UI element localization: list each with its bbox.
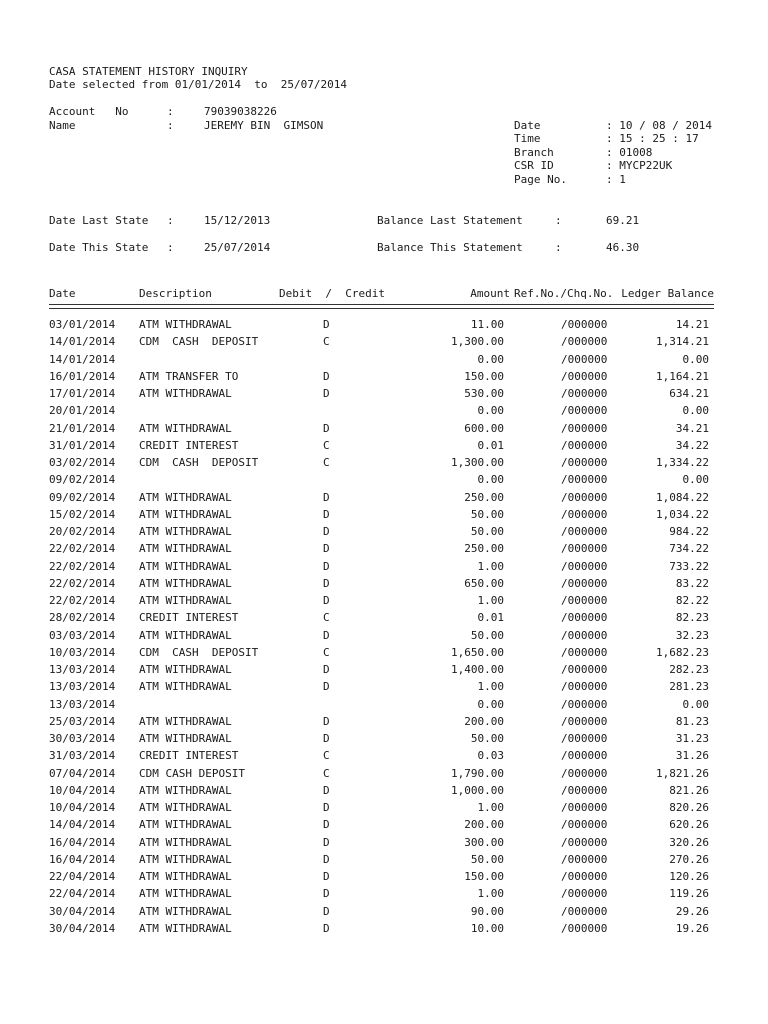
- cell-ledger-balance: 634.21: [669, 387, 709, 400]
- cell-date: 22/02/2014: [49, 576, 116, 590]
- meta-branch-label: Branch: [514, 146, 554, 159]
- cell-amount: 1.00: [477, 801, 504, 814]
- cell-amount: 250.00: [464, 542, 504, 556]
- cell-debit-credit: D: [323, 904, 330, 918]
- cell-debit-credit: D: [323, 714, 330, 728]
- cell-ledger-balance: 34.22: [675, 438, 709, 452]
- cell-ref-no: /000000: [561, 318, 608, 331]
- cell-ledger-balance: 120.26: [669, 870, 709, 883]
- cell-debit-credit: D: [323, 594, 330, 607]
- bal-this-label: Balance This Statement: [377, 241, 523, 254]
- cell-ref-no: /000000: [561, 680, 608, 694]
- cell-ref-no: /000000: [561, 490, 608, 504]
- meta-page-value: : 1: [606, 173, 626, 186]
- cell-amount: 1,650.00: [451, 645, 504, 659]
- cell-date: 20/02/2014: [49, 525, 116, 538]
- cell-description: CDM CASH DEPOSIT: [139, 645, 259, 659]
- cell-ref-no: /000000: [561, 801, 608, 814]
- cell-amount: 50.00: [470, 628, 504, 642]
- cell-ref-no: /000000: [561, 611, 608, 625]
- meta-time-label: Time: [514, 132, 541, 145]
- cell-ledger-balance: 984.22: [669, 525, 709, 538]
- table-row: [0, 388, 768, 405]
- cell-amount: 1.00: [477, 887, 504, 901]
- cell-ref-no: /000000: [561, 628, 608, 642]
- cell-amount: 0.01: [477, 438, 504, 452]
- cell-ledger-balance: 820.26: [669, 801, 709, 814]
- cell-ref-no: /000000: [561, 714, 608, 728]
- cell-description: ATM WITHDRAWAL: [139, 387, 232, 400]
- cell-date: 14/04/2014: [49, 818, 116, 832]
- cell-date: 22/02/2014: [49, 542, 116, 556]
- cell-description: ATM WITHDRAWAL: [139, 852, 232, 866]
- cell-date: 31/03/2014: [49, 749, 116, 763]
- cell-debit-credit: C: [323, 335, 330, 349]
- cell-description: ATM WITHDRAWAL: [139, 783, 232, 797]
- report-title: CASA STATEMENT HISTORY INQUIRY: [49, 65, 248, 78]
- cell-amount: 150.00: [464, 870, 504, 883]
- last-state-colon: :: [167, 214, 174, 227]
- cell-debit-credit: C: [323, 749, 330, 763]
- col-header-amount: Amount: [470, 287, 510, 300]
- cell-ledger-balance: 282.23: [669, 663, 709, 676]
- this-state-value: 25/07/2014: [204, 241, 271, 254]
- cell-ledger-balance: 29.26: [675, 904, 709, 918]
- this-state-label: Date This State: [49, 241, 149, 254]
- cell-description: ATM WITHDRAWAL: [139, 507, 232, 521]
- cell-ledger-balance: 83.22: [675, 576, 709, 590]
- cell-ledger-balance: 821.26: [669, 783, 709, 797]
- table-row: [0, 837, 768, 854]
- cell-amount: 1,000.00: [451, 783, 504, 797]
- meta-date-value: : 10 / 08 / 2014: [606, 119, 712, 132]
- col-header-debit-credit: Debit / Credit: [279, 287, 385, 300]
- cell-ledger-balance: 270.26: [669, 852, 709, 866]
- cell-description: ATM WITHDRAWAL: [139, 732, 232, 745]
- table-row: [0, 888, 768, 905]
- cell-ref-no: /000000: [561, 818, 608, 832]
- cell-date: 14/01/2014: [49, 335, 116, 349]
- cell-debit-credit: D: [323, 680, 330, 694]
- cell-description: ATM WITHDRAWAL: [139, 559, 232, 573]
- cell-amount: 0.00: [477, 697, 504, 711]
- cell-description: ATM WITHDRAWAL: [139, 490, 232, 504]
- cell-ref-no: /000000: [561, 870, 608, 883]
- cell-debit-credit: D: [323, 663, 330, 676]
- table-row: [0, 319, 768, 336]
- cell-debit-credit: C: [323, 611, 330, 625]
- cell-ledger-balance: 1,334.22: [656, 456, 709, 469]
- last-state-label: Date Last State: [49, 214, 149, 227]
- table-row: [0, 750, 768, 767]
- col-header-description: Description: [139, 287, 212, 300]
- table-row: [0, 371, 768, 388]
- cell-description: CREDIT INTEREST: [139, 438, 239, 452]
- cell-description: ATM TRANSFER TO: [139, 369, 239, 383]
- table-row: [0, 509, 768, 526]
- cell-date: 13/03/2014: [49, 663, 116, 676]
- cell-date: 16/01/2014: [49, 369, 116, 383]
- cell-description: ATM WITHDRAWAL: [139, 318, 232, 331]
- cell-description: CDM CASH DEPOSIT: [139, 766, 245, 780]
- table-row: [0, 526, 768, 543]
- table-row: [0, 871, 768, 888]
- cell-amount: 600.00: [464, 421, 504, 435]
- cell-ledger-balance: 31.26: [675, 749, 709, 763]
- cell-date: 03/01/2014: [49, 318, 116, 331]
- table-row: [0, 681, 768, 698]
- bal-last-colon: :: [555, 214, 562, 227]
- cell-date: 30/04/2014: [49, 904, 116, 918]
- cell-ref-no: /000000: [561, 525, 608, 538]
- cell-ref-no: /000000: [561, 438, 608, 452]
- table-row: [0, 578, 768, 595]
- cell-ref-no: /000000: [561, 352, 608, 366]
- cell-description: ATM WITHDRAWAL: [139, 870, 232, 883]
- cell-ref-no: /000000: [561, 904, 608, 918]
- cell-date: 13/03/2014: [49, 697, 116, 711]
- cell-amount: 0.00: [477, 473, 504, 487]
- account-no-colon: :: [167, 105, 174, 118]
- cell-debit-credit: C: [323, 645, 330, 659]
- cell-ref-no: /000000: [561, 421, 608, 435]
- cell-description: ATM WITHDRAWAL: [139, 525, 232, 538]
- cell-amount: 0.03: [477, 749, 504, 763]
- name-colon: :: [167, 119, 174, 132]
- table-row: [0, 354, 768, 371]
- cell-description: ATM WITHDRAWAL: [139, 904, 232, 918]
- cell-ref-no: /000000: [561, 732, 608, 745]
- cell-date: 10/03/2014: [49, 645, 116, 659]
- cell-ledger-balance: 32.23: [675, 628, 709, 642]
- cell-ledger-balance: 0.00: [682, 473, 709, 487]
- cell-description: ATM WITHDRAWAL: [139, 714, 232, 728]
- cell-date: 30/04/2014: [49, 921, 116, 935]
- cell-debit-credit: D: [323, 921, 330, 935]
- cell-ref-no: /000000: [561, 766, 608, 780]
- cell-ref-no: /000000: [561, 835, 608, 849]
- cell-ref-no: /000000: [561, 335, 608, 349]
- cell-debit-credit: D: [323, 525, 330, 538]
- cell-ledger-balance: 1,164.21: [656, 369, 709, 383]
- cell-ref-no: /000000: [561, 852, 608, 866]
- cell-description: CDM CASH DEPOSIT: [139, 335, 259, 349]
- cell-amount: 530.00: [464, 387, 504, 400]
- cell-date: 13/03/2014: [49, 680, 116, 694]
- table-row: [0, 733, 768, 750]
- cell-debit-credit: D: [323, 783, 330, 797]
- cell-date: 09/02/2014: [49, 473, 116, 487]
- cell-ledger-balance: 0.00: [682, 352, 709, 366]
- cell-description: ATM WITHDRAWAL: [139, 594, 232, 607]
- table-row: [0, 699, 768, 716]
- cell-date: 03/02/2014: [49, 456, 116, 469]
- cell-date: 07/04/2014: [49, 766, 116, 780]
- cell-description: CREDIT INTEREST: [139, 611, 239, 625]
- table-row: [0, 405, 768, 422]
- table-row: [0, 457, 768, 474]
- meta-time-value: : 15 : 25 : 17: [606, 132, 699, 145]
- cell-description: ATM WITHDRAWAL: [139, 663, 232, 676]
- cell-date: 22/02/2014: [49, 559, 116, 573]
- cell-date: 09/02/2014: [49, 490, 116, 504]
- table-row: [0, 923, 768, 940]
- table-row: [0, 474, 768, 491]
- cell-amount: 0.01: [477, 611, 504, 625]
- table-row: [0, 595, 768, 612]
- cell-ref-no: /000000: [561, 559, 608, 573]
- cell-ref-no: /000000: [561, 507, 608, 521]
- cell-amount: 200.00: [464, 714, 504, 728]
- cell-ref-no: /000000: [561, 783, 608, 797]
- cell-amount: 50.00: [470, 732, 504, 745]
- cell-amount: 1,300.00: [451, 335, 504, 349]
- cell-amount: 50.00: [470, 507, 504, 521]
- cell-description: ATM WITHDRAWAL: [139, 680, 232, 694]
- table-row: [0, 492, 768, 509]
- cell-ledger-balance: 1,084.22: [656, 490, 709, 504]
- last-state-value: 15/12/2013: [204, 214, 271, 227]
- bal-this-value: 46.30: [606, 241, 640, 254]
- cell-ref-no: /000000: [561, 404, 608, 418]
- cell-ledger-balance: 19.26: [675, 921, 709, 935]
- cell-amount: 150.00: [464, 369, 504, 383]
- cell-date: 30/03/2014: [49, 732, 116, 745]
- col-header-ref: Ref.No./Chq.No.: [514, 287, 614, 300]
- table-row: [0, 906, 768, 923]
- cell-ref-no: /000000: [561, 645, 608, 659]
- table-row: [0, 647, 768, 664]
- cell-amount: 1.00: [477, 594, 504, 607]
- cell-ref-no: /000000: [561, 542, 608, 556]
- header-divider: [49, 304, 714, 309]
- meta-branch-value: : 01008: [606, 146, 653, 159]
- table-row: [0, 543, 768, 560]
- cell-ledger-balance: 1,682.23: [656, 645, 709, 659]
- cell-debit-credit: D: [323, 507, 330, 521]
- cell-debit-credit: D: [323, 870, 330, 883]
- cell-amount: 1,400.00: [451, 663, 504, 676]
- cell-debit-credit: D: [323, 421, 330, 435]
- cell-ledger-balance: 119.26: [669, 887, 709, 901]
- cell-date: 16/04/2014: [49, 835, 116, 849]
- cell-amount: 200.00: [464, 818, 504, 832]
- cell-date: 16/04/2014: [49, 852, 116, 866]
- table-row: [0, 440, 768, 457]
- cell-date: 25/03/2014: [49, 714, 116, 728]
- cell-description: ATM WITHDRAWAL: [139, 542, 232, 556]
- cell-date: 22/02/2014: [49, 594, 116, 607]
- cell-description: ATM WITHDRAWAL: [139, 921, 232, 935]
- cell-ledger-balance: 733.22: [669, 559, 709, 573]
- table-row: [0, 612, 768, 629]
- cell-ref-no: /000000: [561, 369, 608, 383]
- cell-debit-credit: D: [323, 835, 330, 849]
- col-header-ledger: Ledger Balance: [621, 287, 714, 300]
- cell-ledger-balance: 620.26: [669, 818, 709, 832]
- cell-description: ATM WITHDRAWAL: [139, 628, 232, 642]
- cell-ledger-balance: 1,821.26: [656, 766, 709, 780]
- account-no-value: 79039038226: [204, 105, 277, 118]
- cell-amount: 50.00: [470, 852, 504, 866]
- cell-debit-credit: D: [323, 818, 330, 832]
- cell-date: 15/02/2014: [49, 507, 116, 521]
- cell-date: 10/04/2014: [49, 801, 116, 814]
- cell-debit-credit: D: [323, 628, 330, 642]
- cell-amount: 90.00: [470, 904, 504, 918]
- cell-date: 03/03/2014: [49, 628, 116, 642]
- meta-page-label: Page No.: [514, 173, 567, 186]
- cell-amount: 10.00: [470, 921, 504, 935]
- cell-debit-credit: D: [323, 887, 330, 901]
- this-state-colon: :: [167, 241, 174, 254]
- cell-debit-credit: D: [323, 369, 330, 383]
- cell-amount: 650.00: [464, 576, 504, 590]
- cell-date: 21/01/2014: [49, 421, 116, 435]
- cell-ledger-balance: 82.23: [675, 611, 709, 625]
- table-row: [0, 716, 768, 733]
- cell-debit-credit: D: [323, 576, 330, 590]
- cell-ledger-balance: 1,034.22: [656, 507, 709, 521]
- cell-date: 28/02/2014: [49, 611, 116, 625]
- cell-ref-no: /000000: [561, 921, 608, 935]
- cell-amount: 11.00: [470, 318, 504, 331]
- cell-ledger-balance: 82.22: [675, 594, 709, 607]
- cell-date: 22/04/2014: [49, 870, 116, 883]
- cell-debit-credit: D: [323, 732, 330, 745]
- table-row: [0, 819, 768, 836]
- cell-description: ATM WITHDRAWAL: [139, 887, 232, 901]
- table-row: [0, 768, 768, 785]
- cell-debit-credit: D: [323, 559, 330, 573]
- cell-description: CREDIT INTEREST: [139, 749, 239, 763]
- cell-amount: 0.00: [477, 404, 504, 418]
- cell-date: 10/04/2014: [49, 783, 116, 797]
- bal-last-label: Balance Last Statement: [377, 214, 523, 227]
- cell-ledger-balance: 320.26: [669, 835, 709, 849]
- table-row: [0, 561, 768, 578]
- meta-date-label: Date: [514, 119, 541, 132]
- cell-debit-credit: D: [323, 318, 330, 331]
- cell-ledger-balance: 734.22: [669, 542, 709, 556]
- table-row: [0, 664, 768, 681]
- cell-description: ATM WITHDRAWAL: [139, 835, 232, 849]
- cell-ledger-balance: 14.21: [675, 318, 709, 331]
- table-row: [0, 802, 768, 819]
- table-row: [0, 336, 768, 353]
- name-label: Name: [49, 119, 76, 132]
- cell-debit-credit: D: [323, 490, 330, 504]
- cell-ref-no: /000000: [561, 697, 608, 711]
- cell-ref-no: /000000: [561, 663, 608, 676]
- cell-debit-credit: D: [323, 387, 330, 400]
- cell-debit-credit: D: [323, 852, 330, 866]
- cell-date: 22/04/2014: [49, 887, 116, 901]
- cell-amount: 1.00: [477, 559, 504, 573]
- cell-ledger-balance: 0.00: [682, 697, 709, 711]
- cell-amount: 1,300.00: [451, 456, 504, 469]
- table-row: [0, 785, 768, 802]
- table-row: [0, 630, 768, 647]
- cell-description: ATM WITHDRAWAL: [139, 576, 232, 590]
- cell-ledger-balance: 34.21: [675, 421, 709, 435]
- cell-ledger-balance: 281.23: [669, 680, 709, 694]
- cell-description: ATM WITHDRAWAL: [139, 421, 232, 435]
- col-header-date: Date: [49, 287, 76, 300]
- cell-ref-no: /000000: [561, 749, 608, 763]
- cell-date: 20/01/2014: [49, 404, 116, 418]
- cell-date: 17/01/2014: [49, 387, 116, 400]
- cell-amount: 50.00: [470, 525, 504, 538]
- table-row: [0, 423, 768, 440]
- bal-this-colon: :: [555, 241, 562, 254]
- cell-amount: 1,790.00: [451, 766, 504, 780]
- cell-description: CDM CASH DEPOSIT: [139, 456, 259, 469]
- cell-ledger-balance: 1,314.21: [656, 335, 709, 349]
- cell-ledger-balance: 81.23: [675, 714, 709, 728]
- account-no-label: Account No: [49, 105, 129, 118]
- cell-debit-credit: C: [323, 456, 330, 469]
- cell-debit-credit: C: [323, 438, 330, 452]
- cell-ledger-balance: 31.23: [675, 732, 709, 745]
- meta-csr-value: : MYCP22UK: [606, 159, 673, 172]
- cell-debit-credit: D: [323, 801, 330, 814]
- table-row: [0, 854, 768, 871]
- cell-ref-no: /000000: [561, 387, 608, 400]
- cell-date: 14/01/2014: [49, 352, 116, 366]
- name-value: JEREMY BIN GIMSON: [204, 119, 324, 132]
- cell-debit-credit: C: [323, 766, 330, 780]
- bal-last-value: 69.21: [606, 214, 640, 227]
- cell-description: ATM WITHDRAWAL: [139, 818, 232, 832]
- cell-date: 31/01/2014: [49, 438, 116, 452]
- meta-csr-label: CSR ID: [514, 159, 554, 172]
- cell-debit-credit: D: [323, 542, 330, 556]
- date-range: Date selected from 01/01/2014 to 25/07/2014: [49, 78, 348, 91]
- cell-amount: 300.00: [464, 835, 504, 849]
- cell-ref-no: /000000: [561, 576, 608, 590]
- cell-amount: 0.00: [477, 352, 504, 366]
- cell-ref-no: /000000: [561, 594, 608, 607]
- cell-description: ATM WITHDRAWAL: [139, 801, 232, 814]
- cell-ledger-balance: 0.00: [682, 404, 709, 418]
- cell-ref-no: /000000: [561, 887, 608, 901]
- cell-ref-no: /000000: [561, 456, 608, 469]
- cell-amount: 1.00: [477, 680, 504, 694]
- cell-amount: 250.00: [464, 490, 504, 504]
- cell-ref-no: /000000: [561, 473, 608, 487]
